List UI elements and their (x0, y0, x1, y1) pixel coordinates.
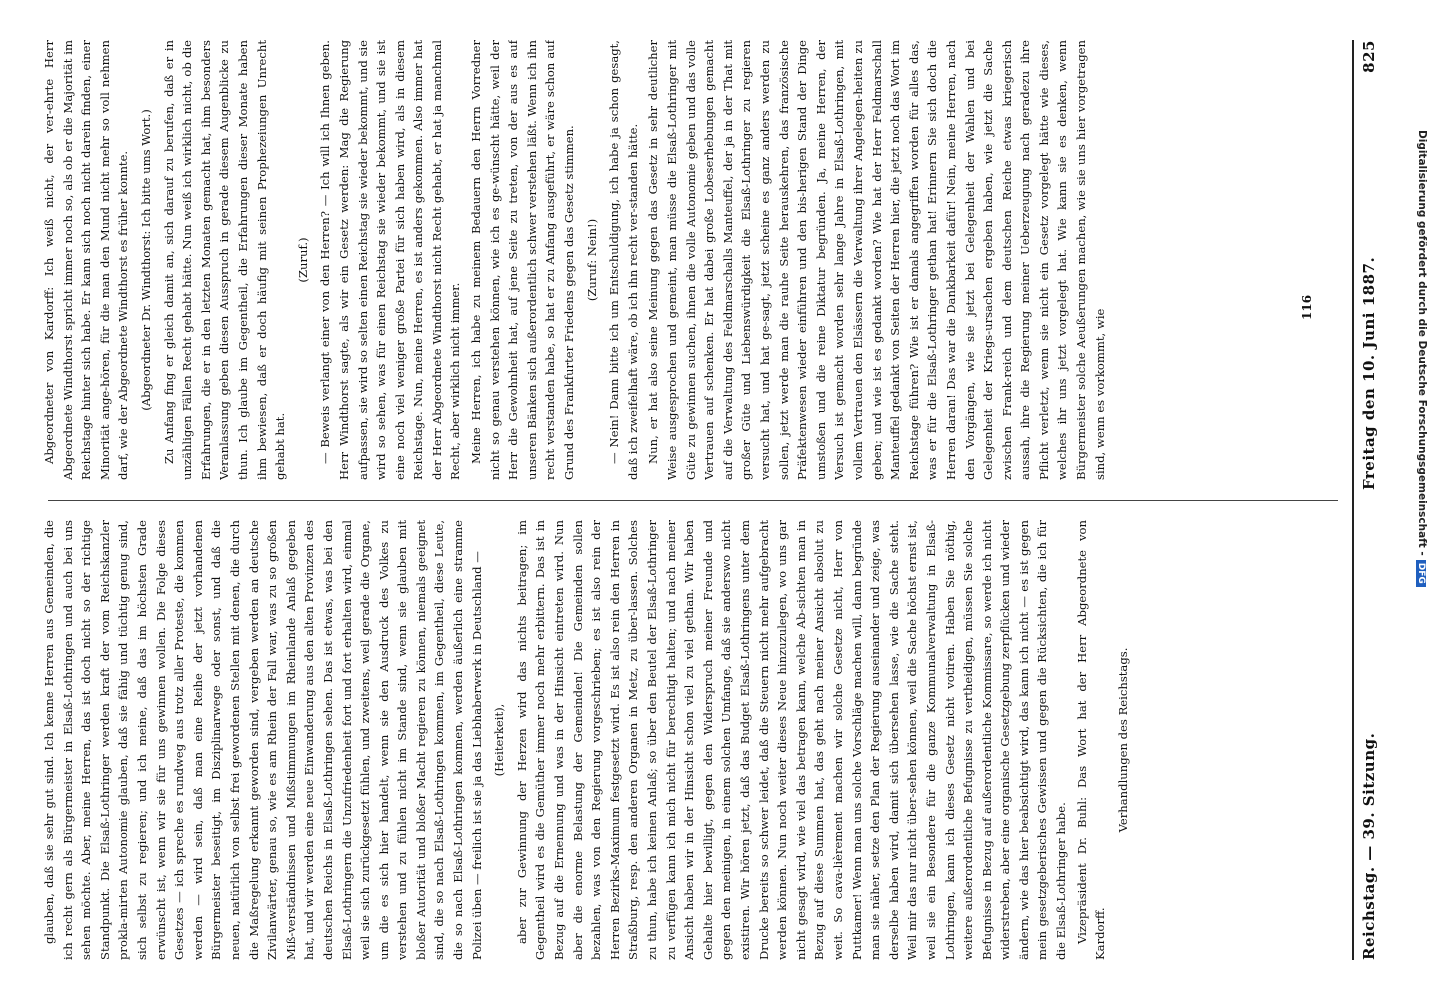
right-paragraph: Zu Anfang fing er gleich damit an, sich darauf zu berufen, daß er in unzähligen Fällen Recht gehabt hätte. Nun weiß ich wirklich nicht, ob die Erfahrungen, die er in den letzten Monaten gemacht hat, ihm besonders Veranlassung geben diesen Ausspruch in gerade diesem Augenblicke zu thun. Ich glaube im Gegentheil, die Erfahrungen dieser Monate haben ihm bewiesen, daß er doch häufig mit seinen Prophezeiungen Unrecht gehabt hat. (161, 40, 288, 480)
dfg-logo: DFG (1416, 560, 1426, 587)
right-paragraph: Nun, er hat also seine Meinung gegen das Gesetz in sehr deutlicher Weise ausgesprochen und gemeint, man müsse die Elsaß-Lothringer mit Güte zu gewinnen suchen, ihnen die volle Autonomie geben und das volle Vertrauen auf schenken. Er hat dabei große Lobeserhebungen gemacht auf die Verwaltung des Feldmarschalls Manteuffel, der ja in der That mit großer Güte und Liebenswürdigkeit die Elsaß-Lothringer zu regieren versucht hat, und hat ge-sagt, jetzt scheine es ganz anders werden zu sollen, jetzt werde man die rauhe Seite herauskehren, das französische Präfektenwesen wieder einführen und den bis-herigen Stand der Dinge umstoßen und die reine Diktatur begründen. Ja, meine Herren, der Versuch ist gemacht worden sehr lange Jahre in Elsaß-Lothringen, mit vollem Vertrauen den Elsässern die Verwaltung ihrer Angelegen-heiten zu geben; und wie ist es gedankt worden? Wie hat der Herr Feldmarschall Manteuffel gedankt von Seiten der Herren hier, die jetzt noch das Wort im Reichstage führen? Wie ist er damals angegriffen worden für alles das, was er für die Elsaß-Lothringer gethan hat! Erinnern Sie sich doch die Herren daran! Das war die Dankbarkeit dafür! Nein, meine Herren, nach den Vorgängen, wie sie jetzt bei Gelegenheit der Wahlen und bei Gelegenheit der Kriegs-ursachen ergeben haben, wie jetzt die Sache zwischen Frank-reich und dem deutschen Reiche etwas kriegerisch aussah, ihre die Regierung meiner Ueberzeugung nach geradezu ihre Pflicht verletzt, wenn sie nicht ein Gesetz vorgelegt hätte wie dieses, welches ihr uns jetzt vorgelegt hat. Wie kann sie es denken, wenn Bürgermeister solche Aeußerungen machen, wie sie uns hier vorgetragen sind, wenn es vorkommt, wie (646, 40, 1107, 480)
left-interjection: (Heiterkeit), (492, 703, 507, 777)
left-speaker-intro: Vizepräsident Dr. Buhl: Das Wort hat der Herr Abgeordnete von Kardorff. (1074, 520, 1108, 960)
column-divider (48, 500, 1338, 501)
digitization-credit-text (1408, 130, 1428, 870)
right-column (40, 40, 1340, 480)
left-footer: Verhandlungen des Reichstags. (1115, 647, 1130, 833)
right-paragraph: — Beweis verlangt einer von den Herren? — Ich will ich Ihnen geben. Herr Windthorst sagte, als wir ein Gesetz werden: Mag die Regierung aufpassen, sie wird so selten einen Reichstag sie wieder bekommt, und sie wird so sehen, was für einen Reichstag sie wieder bekommt, und sie ist eine noch viel weniger große Partei für sich haben wird, als in diesem Reichstage. Nun, meine Herren, es ist anders gekommen. Also immer hat der Herr Abgeordnete Windthorst nicht Recht gehabt, er hat ja manchmal Recht, aber wirklich nicht immer. (318, 40, 463, 480)
header-page-number: 825 (1360, 40, 1378, 73)
left-column (40, 520, 1340, 960)
right-paragraph: Abgeordneter von Kardorff: Ich weiß nicht, der ver-ehrte Herr Abgeordnete Windthorst spricht immer noch so, als ob er die Majorität im Reichstage hinter sich habe. Er kann sich noch nicht darein finden, einer Minorität ange-hören, für die man den Mund nicht mehr so voll nehmen darf, wie der Abgeordnete Windthorst es früher konnte. (42, 40, 131, 480)
header-left: Reichstag. — 39. Sitzung. (1360, 732, 1378, 960)
right-interjection: (Abgeordneter Dr. Windthorst: Ich bitte ums Wort.) (138, 109, 153, 411)
signature-number: 116 (1300, 294, 1314, 320)
credit-label: Digitalisierung gefördert durch die Deutsche Forschungsgemeinschaft - (1416, 130, 1428, 556)
right-paragraph: — Nein! Dann bitte ich um Entschuldigung, ich habe ja schon gesagt, daß ich zweifelhaft wäre, ob ich ihn recht ver-standen hätte. (607, 40, 640, 480)
page-header (1360, 40, 1390, 960)
right-interjection: (Zuruf: Nein!) (584, 218, 599, 302)
right-paragraph: Meine Herren, ich habe zu meinem Bedauern den Herrn Vorredner nicht so genau verstehen können, wie ich es ge-wünscht hätte, weil der Herr die Gewohnheit hat, auf jene Seite zu treten, von der aus es auf unseren Bänken sich außerordentlich schwer verstehen läßt. Wenn ich ihn recht verstanden habe, so hat er zu Anfang ausgeführt, er wäre schon auf Grund des Frankfurter Friedens gegen das Gesetz stimmen. (469, 40, 577, 480)
header-rule (1352, 40, 1354, 960)
left-paragraph: aber zur Gewinnung der Herzen wird das nichts beitragen; im Gegentheil wird es die Gemüther immer noch mehr erbittern. Das ist in Bezug auf die Ernennung und was in der Hinsicht eintreten wird. Nun aber die enorme Belastung der Gemeinden! Die Gemeinden sollen bezahlen, was von den Regierung vorgeschrieben; es ist also rein der Herren Bezirks-Maximum festgesetzt wird. Es ist also rein den Herren in Straßburg, resp. den anderen Organen in Metz, zu über-lassen. Solches zu thun, habe ich keinen Anlaß; so über den Beutel der Elsaß-Lothringer zu verfügen kann ich mich nicht für berechtigt halten; und nach meiner Ansicht haben wir in der Hinsicht schon viel zu viel gethan. Wir haben Gehalte hier bewilligt, gegen den Widerspruch meiner Freunde und gegen den meinigen, in einem solchen Umfange, daß sie anderswo nicht existiren. Wir hören jetzt, daß das Budget Elsaß-Lothringens unter dem Drucke bereits so schwer leidet, daß die Steuern nicht mehr aufgebracht werden können. Nun noch weiter dieses Neue hinzuzulegen, wo uns gar nicht gesagt wird, wie viel das betragen kann, welche Ab-sichten man in Bezug auf diese Summen hat, das geht nach meiner Ansicht absolut zu weit. So cava-lièrement machen wir solche Gesetze nicht, Herr von Puttkamer! Wenn man uns solche Vorschläge machen will, dann begründe man sie näher, setze den Plan der Regierung auseinander und zeige, was derselbe haben wird, damit sich übersehen lasse, wie die Sache steht. Weil mir das nur nicht über-sehen können, weil die Sache höchst ernst ist, weil sie ein Besondere für die ganze Kommunalverwaltung in Elsaß-Lothringen, kann ich dieses Gesetz nicht votiren. Haben Sie nöthig, weitere außerordentliche Befugnisse zu vertheidigen, müssen Sie solche Befugnisse in Bezug auf außerordentliche Kommissare, so werde ich nicht widerstreben, aber eine organische Gesetzgebung zerpflücken und wieder ändern, wie das hier beabsichtigt wird, das kann ich nicht — es ist gegen mein gesetzgeberisches Gewissen und gegen die Rücksichten, die ich für die Elsaß-Lothringer habe. (514, 520, 1069, 960)
right-interjection: (Zuruf.) (295, 237, 310, 283)
left-paragraph: glauben, daß sie sehr gut sind. Ich kenne Herren aus Gemeinden, die ich recht gern als Bürgermeister in Elsaß-Lothringen und auch bei uns sehen möchte. Aber, meine Herren, das ist doch nicht so der richtige Standpunkt. Die Elsaß-Lothringer werden kraft der vom Reichskanzler prokla-mirten Autonomie glauben, daß sie fähig und tüchtig genug sind, sich selbst zu regieren; und ich meine, daß das im höchsten Grade erwünscht ist, wenn wir sie für uns gewinnen wollen. Die Folge dieses Gesetzes — ich spreche es rundweg aus trotz aller Proteste, die kommen werden — wird sein, daß man eine Reihe der jetzt vorhandenen Bürgermeister beseitigt, im Disziplinarwege oder sonst, und daß die neuen, natürlich von selbst frei gewordenen Stellen mit denen, die durch die Maßregelung erkannt geworden sind, vergeben werden an deutsche Zivilanwärter, genau so, wie es am Rhein der Fall war, was zu so großen Miß-verständnissen und Mißstimmungen im Rheinlande Anlaß gegeben hat, und wir werden eine neue Einwanderung aus den alten Provinzen des deutschen Reichs in Elsaß-Lothringen sehen. Das ist etwas, was bei den Elsaß-Lothringern die Unzufriedenheit fort und fort erhalten wird, einmal weil sie sich zurückgesetzt fühlen, und zweitens, weil gerade die Organe, um die es sich hier handelt, wenn sie den Ausdruck des Volkes zu verstehen und zu fühlen nicht im Stande sind, wenn sie glauben mit bloßer Autorität und bloßer Macht regieren zu können, niemals geeignet sind, die so nach Elsaß-Lothringen kommen, im Gegentheil, diese Leute, die so nach Elsaß-Lothringen kommen, werden äußerlich eine stramme Polizei üben — freilich ist sie ja das Liebhaberwerk in Deutschland — (42, 520, 484, 960)
header-date: Freitag den 10. Juni 1887. (1360, 256, 1378, 490)
digitization-credit (1410, 130, 1430, 870)
